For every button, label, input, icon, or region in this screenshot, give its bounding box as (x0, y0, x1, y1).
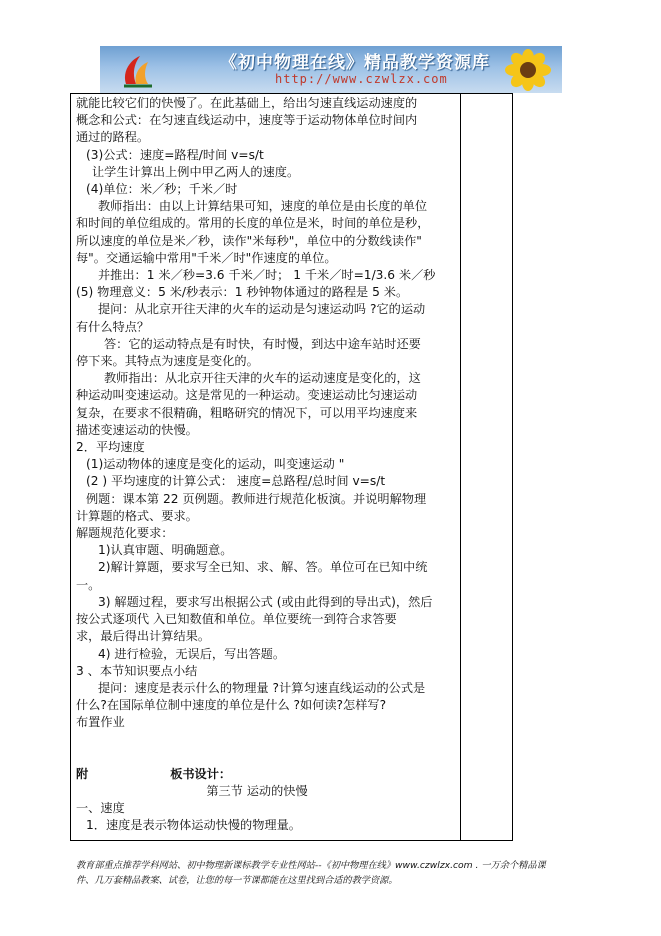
board-item-2: 1．速度是表示物体运动快慢的物理量。 (86, 818, 301, 833)
text-line: 答：它的运动特点是有时快，有时慢，到达中途车站时还要 (104, 336, 421, 351)
banner-title: 《初中物理在线》精品教学资源库 (220, 53, 490, 73)
text-line: 教师指出：从北京开往天津的火车的运动速度是变化的，这 (104, 371, 421, 386)
text-line: 教师指出：由以上计算结果可知，速度的单位是由长度的单位 (98, 199, 428, 214)
board-design-heading (76, 766, 458, 783)
site-banner (100, 46, 562, 93)
text-line: 1)认真审题、明确题意。 (98, 543, 233, 558)
text-line: 提问：速度是表示什么的物理量 ?计算匀速直线运动的公式是 (98, 680, 426, 695)
text-line: 例题：课本第 22 页例题。教师进行规范化板演。并说明解物理 (86, 491, 427, 506)
text-line: 解题规范化要求： (76, 526, 174, 541)
text-line: 什么?在国际单位制中速度的单位是什么 ?如何读?怎样写? (76, 698, 387, 713)
text-line: 3 、本节知识要点小结 (76, 663, 198, 678)
spacer (76, 732, 458, 766)
text-line: (4)单位：米／秒；千米／时 (86, 182, 238, 197)
text-line: 求，最后得出计算结果。 (76, 629, 211, 644)
page-footer (76, 858, 596, 888)
text-line: 提问：从北京开往天津的火车的运动是匀速运动吗 ?它的运动 (98, 302, 426, 317)
table-column-divider (460, 94, 461, 840)
banner-url[interactable]: http://www.czwlzx.com (275, 72, 448, 86)
text-line: 就能比较它们的快慢了。在此基础上，给出匀速直线运动速度的 (76, 96, 418, 110)
board-item-1: 一、速度 (76, 800, 125, 815)
text-line: 2．平均速度 (76, 440, 145, 455)
text-line: 每"。交通运输中常用"千米／时"作速度的单位。 (76, 250, 337, 265)
footer-line-1: 教育部重点推荐学科网站、初中物理新课标教学专业性网站--《初中物理在线》www.czwlzx.com . 一万余个精品课 (76, 860, 546, 871)
text-line: 概念和公式：在匀速直线运动中，速度等于运动物体单位时间内 (76, 113, 418, 128)
text-line: 4) 进行检验，无误后，写出答题。 (98, 646, 286, 661)
text-line: 按公式逐项代 入已知数值和单位。单位要统一到符合求答要 (76, 612, 397, 627)
board-label-a: 附 (76, 766, 89, 781)
lesson-content (76, 95, 458, 834)
text-line: 2)解计算题，要求写全已知、求、解、答。单位可在已知中统 (98, 560, 428, 575)
text-line: 有什么特点？ (76, 319, 150, 334)
text-line: 让学生计算出上例中甲乙两人的速度。 (92, 164, 300, 179)
text-line: (2 ) 平均速度的计算公式： 速度=总路程/总时间 v=s/t (86, 474, 386, 489)
text-line: 所以速度的单位是米／秒，读作"米每秒"，单位中的分数线读作" (76, 233, 422, 248)
lesson-lines (76, 95, 458, 732)
text-line: 布置作业 (76, 715, 125, 730)
text-line: 停下来。其特点为速度是变化的。 (76, 354, 259, 369)
text-line: (5) 物理意义：5 米/秒表示：1 秒钟物体通过的路程是 5 米。 (76, 285, 409, 300)
logo-swirl-icon (118, 50, 158, 90)
text-line: (3)公式：速度=路程/时间 v=s/t (86, 147, 264, 162)
board-label-b: 板书设计： (170, 766, 232, 781)
text-line: 3) 解题过程，要求写出根据公式 (或由此得到的导出式)，然后 (98, 594, 433, 609)
text-line: 和时间的单位组成的。常用的长度的单位是米，时间的单位是秒， (76, 216, 430, 231)
text-line: 描述变速运动的快慢。 (76, 422, 198, 437)
board-section-title: 第三节 运动的快慢 (206, 783, 308, 798)
text-line: 并推出：1 米／秒=3.6 千米／时； 1 千米／时=1/3.6 米／秒 (98, 268, 436, 283)
text-line: 通过的路程。 (76, 130, 150, 145)
text-line: (1)运动物体的速度是变化的运动，叫变速运动 " (86, 457, 345, 472)
text-line: 一。 (76, 577, 101, 592)
text-line: 种运动叫变速运动。这是常见的一种运动。变速运动比匀速运动 (76, 388, 418, 403)
sunflower-icon (500, 48, 556, 92)
footer-line-2: 件、几万套精品教案、试卷，让您的每一节课都能在这里找到合适的教学资源。 (76, 875, 398, 886)
text-line: 计算题的格式、要求。 (76, 508, 198, 523)
text-line: 复杂，在要求不很精确，粗略研究的情况下，可以用平均速度来 (76, 405, 418, 420)
